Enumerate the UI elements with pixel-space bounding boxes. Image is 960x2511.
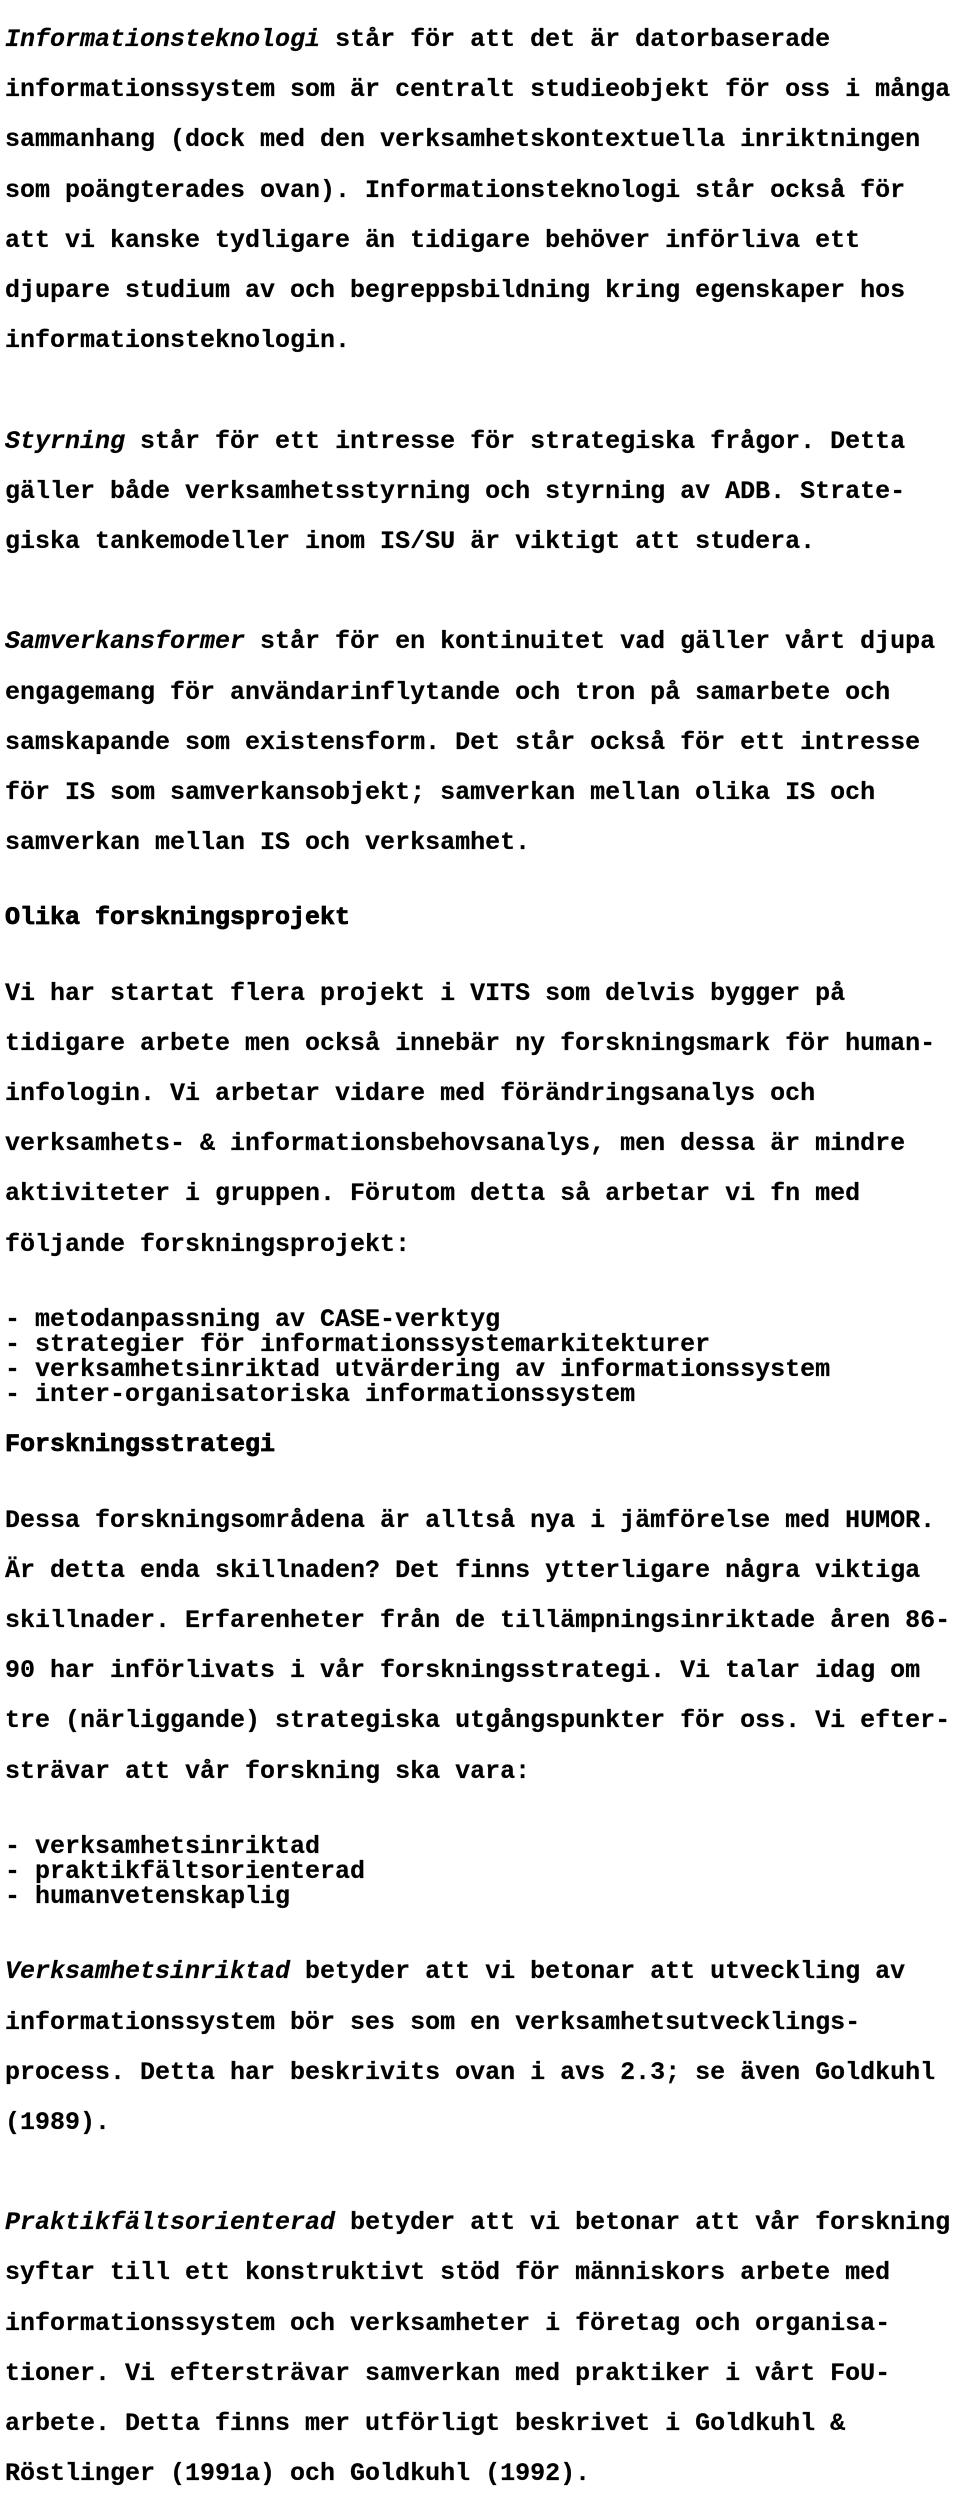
list-item: - strategier för informationssystemarkitekturer	[5, 1329, 711, 1359]
list-item: - inter-organisatoriska informationssystem	[5, 1380, 636, 1410]
paragraph-informationsteknologi: Informationsteknologi står för att det är datorbaserade informationssystem som är centralt studieobjekt för oss i många sammanhang (dock med den verksamhetskontextuella inriktningen som poängterades ovan). Informationsteknologi står också för att vi kanske tydligare än tidigare behöver införliva ett djupare studium av och begreppsbildning kring egenskaper hos informationsteknologin.	[5, 25, 951, 356]
list-item: - verksamhetsinriktad utvärdering av informationssystem	[5, 1355, 831, 1385]
paragraph-praktikfaltsorienterad: Praktikfältsorienterad betyder att vi betonar att vår forskning syftar till ett konstruktivt stöd för människors arbete med informationssystem och verksamheter i företag och organisa- tioner. Vi eftersträvar samverkan med praktiker i vårt FoU- arbete. Detta finns mer utförligt beskrivet i Goldkuhl & Röstlinger (1991a) och Goldkuhl (1992).	[5, 2208, 951, 2489]
list-item: - praktikfältsorienterad	[5, 1856, 366, 1886]
document-page	[5, 2, 960, 2511]
term-styrning: Styrning	[5, 426, 126, 456]
term-praktikfaltsorienterad: Praktikfältsorienterad	[5, 2208, 336, 2238]
section-heading-forskningsstrategi: Forskningsstrategi	[5, 1430, 276, 1460]
strategy-list	[5, 1831, 960, 1912]
project-list	[5, 1304, 960, 1410]
paragraph-projekt: Vi har startat flera projekt i VITS som delvis bygger på tidigare arbete men också innebär ny forskningsmark för human- infologin. Vi arbetar vidare med förändringsanalys och verksamhets- & informationsbehovsanalys, men dessa är mindre aktiviteter i gruppen. Förutom detta så arbetar vi fn med följande forskningsprojekt:	[5, 978, 936, 1259]
term-informationsteknologi: Informationsteknologi	[5, 25, 321, 55]
paragraph-verksamhetsinriktad: Verksamhetsinriktad betyder att vi betonar att utveckling av informationssystem bör ses som en verksamhetsutvecklings- process. Detta har beskrivits ovan i avs 2.3; se även Goldkuhl (1989).	[5, 1957, 936, 2137]
term-samverkansformer: Samverkansformer	[5, 627, 246, 657]
list-item: - humanvetenskaplig	[5, 1882, 291, 1912]
paragraph-strategi: Dessa forskningsområdena är alltså nya i jämförelse med HUMOR. Är detta enda skillnaden? Det finns ytterligare några viktiga skillnader. Erfarenheter från de tillämpningsinriktade åren 86- 90 har införlivats i vår forskningsstrategi. Vi talar idag om tre (närliggande) strategiska utgångspunkter för oss. Vi efter- strävar att vår forskning ska vara:	[5, 1505, 951, 1786]
paragraph-styrning: Styrning står för ett intresse för strategiska frågor. Detta gäller både verksamhetsstyrning och styrning av ADB. Strate- giska tankemodeller inom IS/SU är viktigt att studera.	[5, 426, 906, 556]
section-heading-olika-forskningsprojekt: Olika forskningsprojekt	[5, 903, 351, 933]
paragraph-samverkansformer: Samverkansformer står för en kontinuitet vad gäller vårt djupa engagemang för användarinflytande och tron på samarbete och samskapande som existensform. Det står också för ett intresse för IS som samverkansobjekt; samverkan mellan olika IS och samverkan mellan IS och verksamhet.	[5, 627, 936, 858]
list-item: - metodanpassning av CASE-verktyg	[5, 1304, 501, 1334]
term-verksamhetsinriktad: Verksamhetsinriktad	[5, 1957, 291, 1987]
list-item: - verksamhetsinriktad	[5, 1831, 321, 1861]
